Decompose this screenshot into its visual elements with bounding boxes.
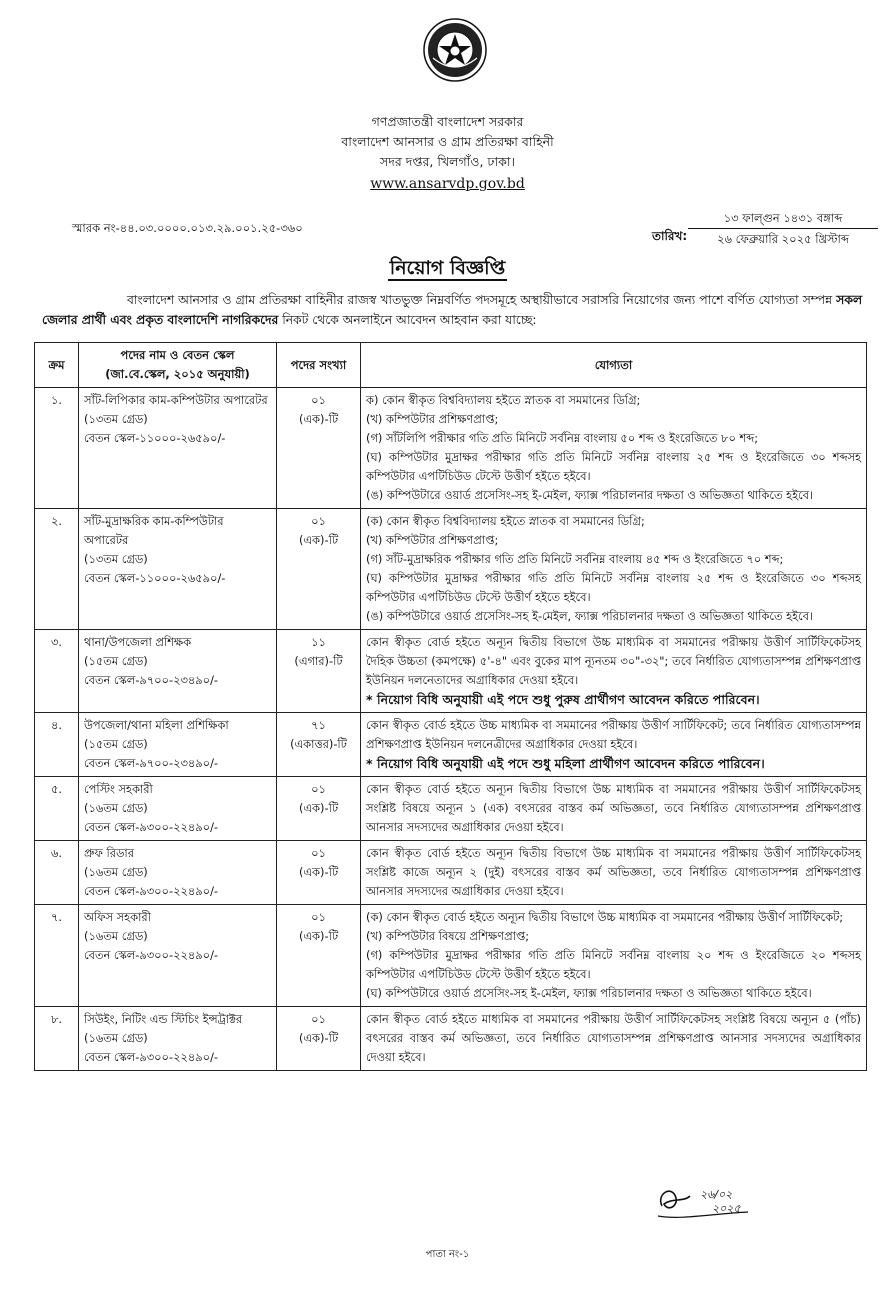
org-address: সদর দপ্তর, খিলগাঁও, ঢাকা।	[380, 154, 515, 169]
qualification-item: (ক) কোন স্বীকৃত বিশ্ববিদ্যালয় হইতে স্নাতক বা সমমানের ডিগ্রি;	[366, 514, 645, 528]
date-block	[688, 208, 878, 249]
row-post	[79, 1007, 277, 1071]
row-serial: ৩.	[35, 630, 79, 713]
qualification-item: (ঙ) কম্পিউটারে ওয়ার্ড প্রসেসিং-সহ ই-মেইল, ফ্যাক্স পরিচালনার দক্ষতা ও অভিজ্ঞতা থাকিতে হইবে।	[366, 488, 814, 502]
intro-paragraph	[42, 290, 862, 330]
row-post	[79, 777, 277, 841]
post-grade: (১৬তম গ্রেড)	[84, 865, 148, 879]
qualification-item: কোন স্বীকৃত বোর্ড হইতে অন্যূন দ্বিতীয় বিভাগে উচ্চ মাধ্যমিক বা সমমানের পরীক্ষায় উত্তীর্ণ সার্টিফিকেটসহ সংশ্লিষ্ট কাজে অন্যূন ২ (দুই) বৎসরের বাস্তব কর্ম অভিজ্ঞতা, তবে নির্ধারিত যোগ্যতাসম্পন্ন প্রশিক্ষণপ্রাপ্ত আনসার সদস্যদের অগ্রাধিকার দেওয়া হইবে।	[366, 846, 861, 898]
qualification-item: কোন স্বীকৃত বোর্ড হইতে উচ্চ মাধ্যমিক বা সমমানের পরীক্ষায় উত্তীর্ণ সার্টিফিকেট; তবে নির্ধারিত যোগ্যতাসম্পন্ন প্রশিক্ষণপ্রাপ্ত ইউনিয়ন দলনেত্রীদের অগ্রাধিকার দেওয়া হইবে।	[366, 718, 861, 751]
row-qualification	[361, 509, 867, 630]
post-pay-scale: বেতন স্কেল-৯৩০০-২২৪৯০/-	[84, 884, 219, 898]
header-qualification: যোগ্যতা	[361, 343, 867, 388]
qualification-item: কোন স্বীকৃত বোর্ড হইতে মাধ্যমিক বা সমমানের পরীক্ষায় উত্তীর্ণ সার্টিফিকেটসহ সংশ্লিষ্ট বিষয়ে অন্যূন ৫ (পাঁচ) বৎসরের বাস্তব কর্ম অভিজ্ঞতা, তবে নির্ধারিত যোগ্যতাসম্পন্ন প্রশিক্ষণপ্রাপ্ত আনসার সদস্যদের অগ্রাধিকার দেওয়া হইবে।	[366, 1012, 861, 1064]
row-post	[79, 905, 277, 1007]
post-pay-scale: বেতন স্কেল-১১০০০-২৬৫৯০/-	[84, 571, 226, 585]
post-grade: (১৫তম গ্রেড)	[84, 654, 148, 668]
post-grade: (১৬তম গ্রেড)	[84, 801, 148, 815]
post-pay-scale: বেতন স্কেল-৯৭০০-২৩৪৯০/-	[84, 673, 219, 687]
row-post-count	[277, 905, 361, 1007]
notice-title	[0, 254, 895, 286]
row-serial: ২.	[35, 509, 79, 630]
count-number: ০১	[311, 846, 326, 860]
intro-text-2: নিকট থেকে অনলাইনে আবেদন আহবান করা যাচ্ছে:	[282, 313, 537, 327]
eligibility-note: * নিয়োগ বিধি অনুযায়ী এই পদে শুধু পুরুষ প্রার্থীগণ আবেদন করিতে পারিবেন।	[366, 692, 760, 707]
row-post-count	[277, 841, 361, 905]
table-row	[35, 630, 867, 713]
table-body	[35, 388, 867, 1071]
header-serial: ক্রম	[35, 343, 79, 388]
qualification-item: (খ) কম্পিউটার বিষয়ে প্রশিক্ষণপ্রাপ্ত;	[366, 929, 530, 943]
count-number: ০১	[311, 782, 326, 796]
svg-text:২০২৫: ২০২৫	[712, 1202, 741, 1215]
post-name: অফিস সহকারী	[84, 910, 151, 924]
header-post	[79, 343, 277, 388]
date-english: ২৬ ফেব্রুয়ারি ২০২৫ খ্রিস্টাব্দ	[717, 232, 849, 246]
notice-title-text: নিয়োগ বিজ্ঞপ্তি	[389, 257, 506, 279]
count-words: (এক)-টি	[298, 412, 339, 426]
row-qualification	[361, 388, 867, 509]
table-row	[35, 905, 867, 1007]
svg-text:২৬/০২: ২৬/০২	[700, 1188, 733, 1201]
qualification-item: কোন স্বীকৃত বোর্ড হইতে অন্যূন দ্বিতীয় বিভাগে উচ্চ মাধ্যমিক বা সমমানের পরীক্ষায় উত্তীর্ণ সার্টিফিকেটসহ দৈহিক উচ্চতা (কমপক্ষে) ৫'-৪" এবং বুকের মাপ ন্যূনতম ৩০"-৩২"; তবে নির্ধারিত যোগ্যতাসম্পন্ন প্রশিক্ষণপ্রাপ্ত ইউনিয়ন দলনেতাদের অগ্রাধিকার দেওয়া হইবে।	[366, 635, 861, 687]
header-count: পদের সংখ্যা	[277, 343, 361, 388]
count-words: (এক)-টি	[298, 533, 339, 547]
row-qualification	[361, 905, 867, 1007]
qualification-item: (ক) কোন স্বীকৃত বোর্ড হইতে অন্যূন দ্বিতীয় বিভাগে উচ্চ মাধ্যমিক বা সমমানের পরীক্ষায় উত্তীর্ণ সার্টিফিকেট;	[366, 910, 844, 924]
count-words: (এক)-টি	[298, 865, 339, 879]
row-post-count	[277, 1007, 361, 1071]
count-words: (এগার)-টি	[294, 654, 343, 668]
qualification-item: (ঘ) কম্পিউটারে ওয়ার্ড প্রসেসিং-সহ ই-মেইল, ফ্যাক্স পরিচালনার দক্ষতা ও অভিজ্ঞতা থাকিতে হইবে।	[366, 986, 812, 1000]
post-grade: (১৬তম গ্রেড)	[84, 1031, 148, 1045]
intro-text-1: বাংলাদেশ আনসার ও গ্রাম প্রতিরক্ষা বাহিনীর রাজস্ব খাতভুক্ত নিম্নবর্ণিত পদসমূহে অস্থায়ীভাবে সরাসরি নিয়োগের জন্য পাশে বর্ণিত যোগ্যতা সম্পন্ন	[127, 293, 833, 307]
row-post-count	[277, 713, 361, 777]
post-pay-scale: বেতন স্কেল-৯৩০০-২২৪৯০/-	[84, 820, 219, 834]
table-row	[35, 1007, 867, 1071]
row-serial: ৬.	[35, 841, 79, 905]
post-grade: (১৩তম গ্রেড)	[84, 412, 148, 426]
post-name: প্রুফ রিডার	[84, 846, 134, 860]
row-post-count	[277, 777, 361, 841]
signature-mark	[650, 1176, 760, 1226]
count-words: (এক)-টি	[298, 1031, 339, 1045]
table-row	[35, 841, 867, 905]
qualification-item: ক) কোন স্বীকৃত বিশ্ববিদ্যালয় হইতে স্নাতক বা সমমানের ডিগ্রি;	[366, 393, 641, 407]
page-number: পাতা নং-১	[425, 1249, 470, 1260]
date-bangla: ১৩ ফাল্গুন ১৪৩১ বঙ্গাব্দ	[688, 208, 878, 229]
qualification-item: (ঙ) কম্পিউটারে ওয়ার্ড প্রসেসিং-সহ ই-মেইল, ফ্যাক্স পরিচালনার দক্ষতা ও অভিজ্ঞতা থাকিতে হইবে।	[366, 609, 814, 623]
qualification-item: (গ) সাঁট-মুদ্রাক্ষরিক পরীক্ষার গতি প্রতি মিনিটে সর্বনিম্ন বাংলায় ৪৫ শব্দ ও ইংরেজিতে ৭০ শব্দ;	[366, 552, 784, 566]
row-post	[79, 841, 277, 905]
post-pay-scale: বেতন স্কেল-৯৩০০-২২৪৯০/-	[84, 1050, 219, 1064]
table-row	[35, 388, 867, 509]
website-link[interactable]: www.ansarvdp.gov.bd	[370, 176, 525, 192]
row-serial: ৮.	[35, 1007, 79, 1071]
count-number: ১১	[311, 635, 326, 649]
row-qualification	[361, 841, 867, 905]
count-number: ৭১	[311, 718, 326, 732]
row-serial: ৪.	[35, 713, 79, 777]
count-words: (এক)-টি	[298, 801, 339, 815]
post-pay-scale: বেতন স্কেল-১১০০০-২৬৫৯০/-	[84, 431, 226, 445]
row-post	[79, 509, 277, 630]
eligibility-note: * নিয়োগ বিধি অনুযায়ী এই পদে শুধু মহিলা প্রার্থীগণ আবেদন করিতে পারিবেন।	[366, 756, 765, 771]
post-name: সিউইং, নিটিং এন্ড স্টিচিং ইন্সট্রাক্টর	[84, 1012, 243, 1026]
post-pay-scale: বেতন স্কেল-৯৭০০-২৩৪৯০/-	[84, 756, 219, 770]
post-name: সাঁট-লিপিকার কাম-কম্পিউটার অপারেটর	[84, 393, 268, 407]
count-words: (এক)-টি	[298, 929, 339, 943]
row-qualification	[361, 1007, 867, 1071]
post-name: উপজেলা/থানা মহিলা প্রশিক্ষিকা	[84, 718, 229, 732]
intro-bold-text: সকল জেলার প্রার্থী এবং প্রকৃত বাংলাদেশি নাগরিকদের	[42, 293, 862, 327]
table-row	[35, 509, 867, 630]
table-row	[35, 713, 867, 777]
org-name: বাংলাদেশ আনসার ও গ্রাম প্রতিরক্ষা বাহিনী	[341, 134, 554, 149]
header-post-sub: (জা.বে.স্কেল, ২০১৫ অনুযায়ী)	[105, 367, 250, 381]
row-serial: ৫.	[35, 777, 79, 841]
post-name: পেস্টিং সহকারী	[84, 782, 153, 796]
table-header-row	[35, 343, 867, 388]
post-pay-scale: বেতন স্কেল-৯৩০০-২২৪৯০/-	[84, 948, 219, 962]
row-qualification	[361, 777, 867, 841]
ansar-vdp-emblem-logo	[423, 18, 487, 82]
qualification-item: (গ) সাঁটলিপি পরীক্ষার গতি প্রতি মিনিটে সর্বনিম্ন বাংলায় ৫০ শব্দ ও ইংরেজিতে ৮০ শব্দ;	[366, 431, 759, 445]
post-grade: (১৫তম গ্রেড)	[84, 737, 148, 751]
qualification-item: (ঘ) কম্পিউটার মুদ্রাক্ষর পরীক্ষার গতি প্রতি মিনিটে সর্বনিম্ন বাংলায় ২৫ শব্দ ও ইংরেজিতে ৩০ শব্দসহ কম্পিউটার এপটিচিউড টেস্টে উত্তীর্ণ হইতে হইবে।	[366, 450, 861, 483]
row-serial: ৭.	[35, 905, 79, 1007]
qualification-item: (খ) কম্পিউটার প্রশিক্ষণপ্রাপ্ত;	[366, 412, 499, 426]
post-name: সাঁট-মুদ্রাক্ষরিক কাম-কম্পিউটার অপারেটর	[84, 514, 224, 547]
qualification-item: কোন স্বীকৃত বোর্ড হইতে অন্যূন দ্বিতীয় বিভাগে উচ্চ মাধ্যমিক বা সমমানের পরীক্ষায় উত্তীর্ণ সার্টিফিকেটসহ সংশ্লিষ্ট বিষয়ে অন্যূন ১ (এক) বৎসরের বাস্তব কর্ম অভিজ্ঞতা, তবে নির্ধারিত যোগ্যতাসম্পন্ন প্রশিক্ষণপ্রাপ্ত আনসার সদস্যদের অগ্রাধিকার দেওয়া হইবে।	[366, 782, 861, 834]
memo-number: স্মারক নং-৪৪.০৩.০০০০.০১৩.২৯.০০১.২৫-৩৬০	[72, 221, 303, 235]
count-number: ০১	[311, 393, 326, 407]
count-number: ০১	[311, 1012, 326, 1026]
row-qualification	[361, 713, 867, 777]
post-grade: (১৩তম গ্রেড)	[84, 552, 148, 566]
date-label: তারিখ:	[652, 229, 688, 243]
qualification-item: (ঘ) কম্পিউটার মুদ্রাক্ষর পরীক্ষার গতি প্রতি মিনিটে সর্বনিম্ন বাংলায় ২৫ শব্দ ও ইংরেজিতে ৩০ শব্দসহ কম্পিউটার এপটিচিউড টেস্টে উত্তীর্ণ হইতে হইবে।	[366, 571, 861, 604]
row-qualification	[361, 630, 867, 713]
row-post-count	[277, 630, 361, 713]
count-number: ০১	[311, 910, 326, 924]
row-post	[79, 630, 277, 713]
header-post-label: পদের নাম ও বেতন স্কেল	[120, 348, 235, 362]
row-post-count	[277, 509, 361, 630]
govt-name: গণপ্রজাতন্ত্রী বাংলাদেশ সরকার	[371, 114, 524, 129]
row-post	[79, 713, 277, 777]
post-name: থানা/উপজেলা প্রশিক্ষক	[84, 635, 192, 649]
count-number: ০১	[311, 514, 326, 528]
row-serial: ১.	[35, 388, 79, 509]
vacancy-table	[34, 342, 867, 1071]
post-grade: (১৬তম গ্রেড)	[84, 929, 148, 943]
qualification-item: (খ) কম্পিউটার প্রশিক্ষণপ্রাপ্ত;	[366, 533, 499, 547]
row-post	[79, 388, 277, 509]
count-words: (একাত্তর)-টি	[290, 737, 347, 751]
table-row	[35, 777, 867, 841]
qualification-item: (গ) কম্পিউটার মুদ্রাক্ষর পরীক্ষার গতি প্রতি মিনিটে সর্বনিম্ন বাংলায় ২০ শব্দ ও ইংরেজিতে ২০ শব্দসহ কম্পিউটার এপটিচিউড টেস্টে উত্তীর্ণ হইতে হইবে।	[366, 948, 861, 981]
row-post-count	[277, 388, 361, 509]
